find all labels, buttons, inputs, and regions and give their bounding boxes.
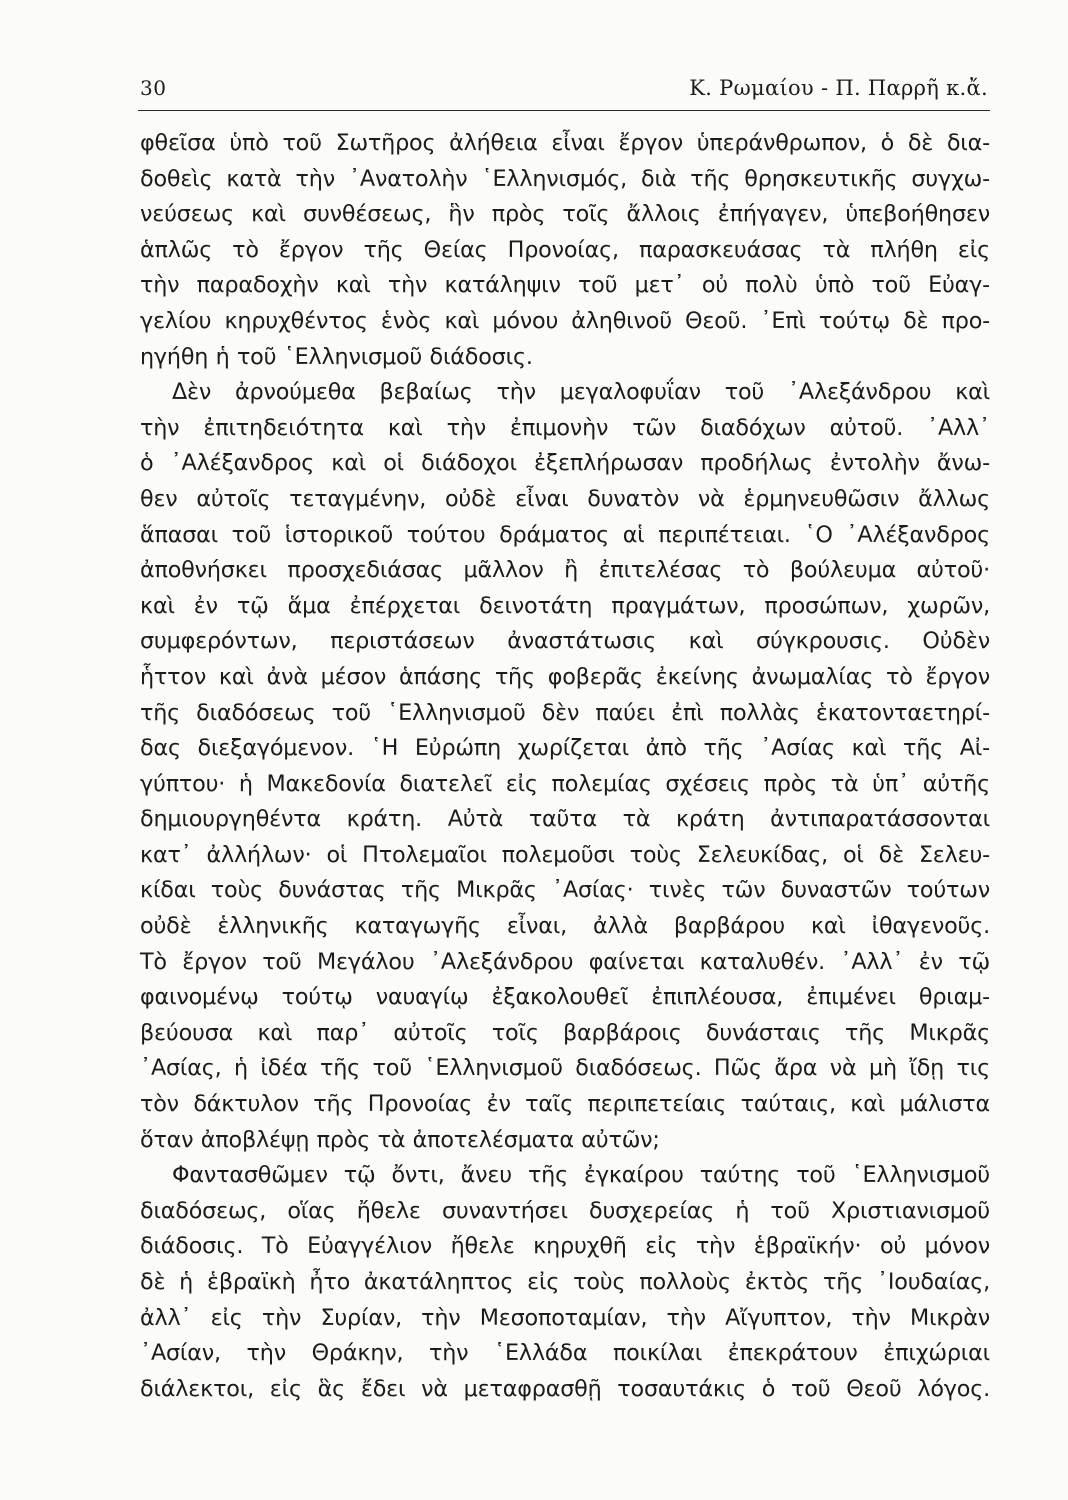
text-line: βεύουσα καὶ παρ᾿ αὐτοῖς τοῖς βαρβάροις δυνάσταις τῆς Μικρᾶς [140,1019,990,1046]
text-line: φαινομένῳ τούτῳ ναυαγίῳ ἐξακολουθεῖ ἐπιπλέουσα, ἐπιμένει θριαμ- [140,984,990,1011]
page-number: 30 [140,76,167,100]
header-rule [138,110,990,111]
text-line: τῆς διαδόσεως τοῦ ῾Ελληνισμοῦ δὲν παύει ἐπὶ πολλὰς ἑκατονταετηρί- [140,699,990,726]
text-line: δὲ ἡ ἑβραϊκὴ ἦτο ἀκατάληπτος εἰς τοὺς πολλοὺς ἐκτὸς τῆς ᾿Ιουδαίας, [140,1269,990,1295]
text-line: γύπτου· ἡ Μακεδονία διατελεῖ εἰς πολεμίας σχέσεις πρὸς τὰ ὑπ᾿ αὐτῆς [140,770,990,797]
text-line: δημιουργηθέντα κράτη. Αὐτὰ ταῦτα τὰ κράτη ἀντιπαρατάσσονται [140,806,990,833]
text-line: ηγήθη ἡ τοῦ ῾Ελληνισμοῦ διάδοσις. [140,343,533,370]
text-line: διάδοσις. Τὸ Εὐαγγέλιον ἤθελε κηρυχθῆ εἰς τὴν ἑβραϊκήν· οὐ μόνον [140,1233,990,1260]
text-line: τὸν δάκτυλον τῆς Προνοίας ἐν ταῖς περιπετείαις ταύταις, καὶ μάλιστα [140,1091,990,1118]
text-line: συμφερόντων, περιστάσεων ἀναστάτωσις καὶ σύγκρουσις. Οὐδὲν [140,628,990,655]
text-line: κίδαι τοὺς δυνάστας τῆς Μικρᾶς ᾿Ασίας· τινὲς τῶν δυναστῶν τούτων [140,877,990,904]
text-line: Τὸ ἔργον τοῦ Μεγάλου ᾿Αλεξάνδρου φαίνεται καταλυθέν. ᾿Αλλ᾿ ἐν τῷ [140,948,990,975]
text-line: ὁ ᾿Αλέξανδρος καὶ οἱ διάδοχοι ἐξεπλήρωσαν προδήλως ἐντολὴν ἄνω- [140,450,990,477]
text-line: δοθεὶς κατὰ τὴν ᾿Ανατολὴν ῾Ελληνισμός, διὰ τῆς θρησκευτικῆς συγχω- [140,165,990,192]
text-line: ᾿Ασίας, ἡ ἰδέα τῆς τοῦ ῾Ελληνισμοῦ διαδόσεως. Πῶς ἄρα νὰ μὴ ἴδῃ τις [140,1055,990,1082]
text-line: Δὲν ἀρνούμεθα βεβαίως τὴν μεγαλοφυΐαν τοῦ ᾿Αλεξάνδρου καὶ [172,379,990,406]
body-text [140,126,990,1407]
text-line: ἀλλ᾿ εἰς τὴν Συρίαν, τὴν Μεσοποταμίαν, τὴν Αἴγυπτον, τὴν Μικρὰν [140,1304,990,1331]
text-line: ἁπλῶς τὸ ἔργον τῆς Θείας Προνοίας, παρασκευάσας τὰ πλήθη εἰς [140,236,990,263]
text-line: ἅπασαι τοῦ ἱστορικοῦ τούτου δράματος αἱ περιπέτειαι. ῾Ο ᾿Αλέξανδρος [140,521,990,548]
text-line: γελίου κηρυχθέντος ἑνὸς καὶ μόνου ἀληθινοῦ Θεοῦ. ᾿Επὶ τούτῳ δὲ προ- [140,307,990,334]
text-line: νεύσεως καὶ συνθέσεως, ἣν πρὸς τοῖς ἄλλοις ἐπήγαγεν, ὑπεβοήθησεν [140,201,990,228]
page-header [140,76,988,110]
text-line: Φαντασθῶμεν τῷ ὄντι, ἄνευ τῆς ἐγκαίρου ταύτης τοῦ ῾Ελληνισμοῦ [172,1162,990,1189]
text-line: δας διεξαγόμενον. ῾Η Εὐρώπη χωρίζεται ἀπὸ τῆς ᾿Ασίας καὶ τῆς Αἰ- [140,735,990,762]
text-line: φθεῖσα ὑπὸ τοῦ Σωτῆρος ἀλήθεια εἶναι ἔργον ὑπεράνθρωπον, ὁ δὲ δια- [140,130,990,156]
text-line: ὅταν ἀποβλέψῃ πρὸς τὰ ἀποτελέσματα αὐτῶν; [140,1126,660,1153]
text-line: θεν αὐτοῖς τεταγμένην, οὐδὲ εἶναι δυνατὸν νὰ ἑρμηνευθῶσιν ἄλλως [140,485,990,512]
running-head: Κ. Ρωμαίου - Π. Παρρῆ κ.ἄ. [689,76,988,100]
text-line: διάλεκτοι, εἰς ἃς ἔδει νὰ μεταφρασθῇ τοσαυτάκις ὁ τοῦ Θεοῦ λόγος. [140,1375,990,1402]
text-line: ᾿Ασίαν, τὴν Θράκην, τὴν ῾Ελλάδα ποικίλαι ἐπεκράτουν ἐπιχώριαι [140,1340,990,1367]
text-line: τὴν ἐπιτηδειότητα καὶ τὴν ἐπιμονὴν τῶν διαδόχων αὐτοῦ. ᾿Αλλ᾿ [140,414,990,441]
text-line: οὐδὲ ἑλληνικῆς καταγωγῆς εἶναι, ἀλλὰ βαρβάρου καὶ ἰθαγενοῦς. [140,913,990,940]
text-line: ἧττον καὶ ἀνὰ μέσον ἁπάσης τῆς φοβερᾶς ἐκείνης ἀνωμαλίας τὸ ἔργον [140,663,990,690]
text-line: τὴν παραδοχὴν καὶ τὴν κατάληψιν τοῦ μετ᾿ οὐ πολὺ ὑπὸ τοῦ Εὐαγ- [140,272,990,299]
text-line: κατ᾿ ἀλλήλων· οἱ Πτολεμαῖοι πολεμοῦσι τοὺς Σελευκίδας, οἱ δὲ Σελευ- [140,841,990,868]
text-line: ἀποθνήσκει προσχεδιάσας μᾶλλον ἢ ἐπιτελέσας τὸ βούλευμα αὐτοῦ· [140,557,990,584]
text-line: καὶ ἐν τῷ ἅμα ἐπέρχεται δεινοτάτη πραγμάτων, προσώπων, χωρῶν, [140,592,990,619]
text-line: διαδόσεως, οἵας ἤθελε συναντήσει δυσχερείας ἡ τοῦ Χριστιανισμοῦ [140,1197,990,1224]
